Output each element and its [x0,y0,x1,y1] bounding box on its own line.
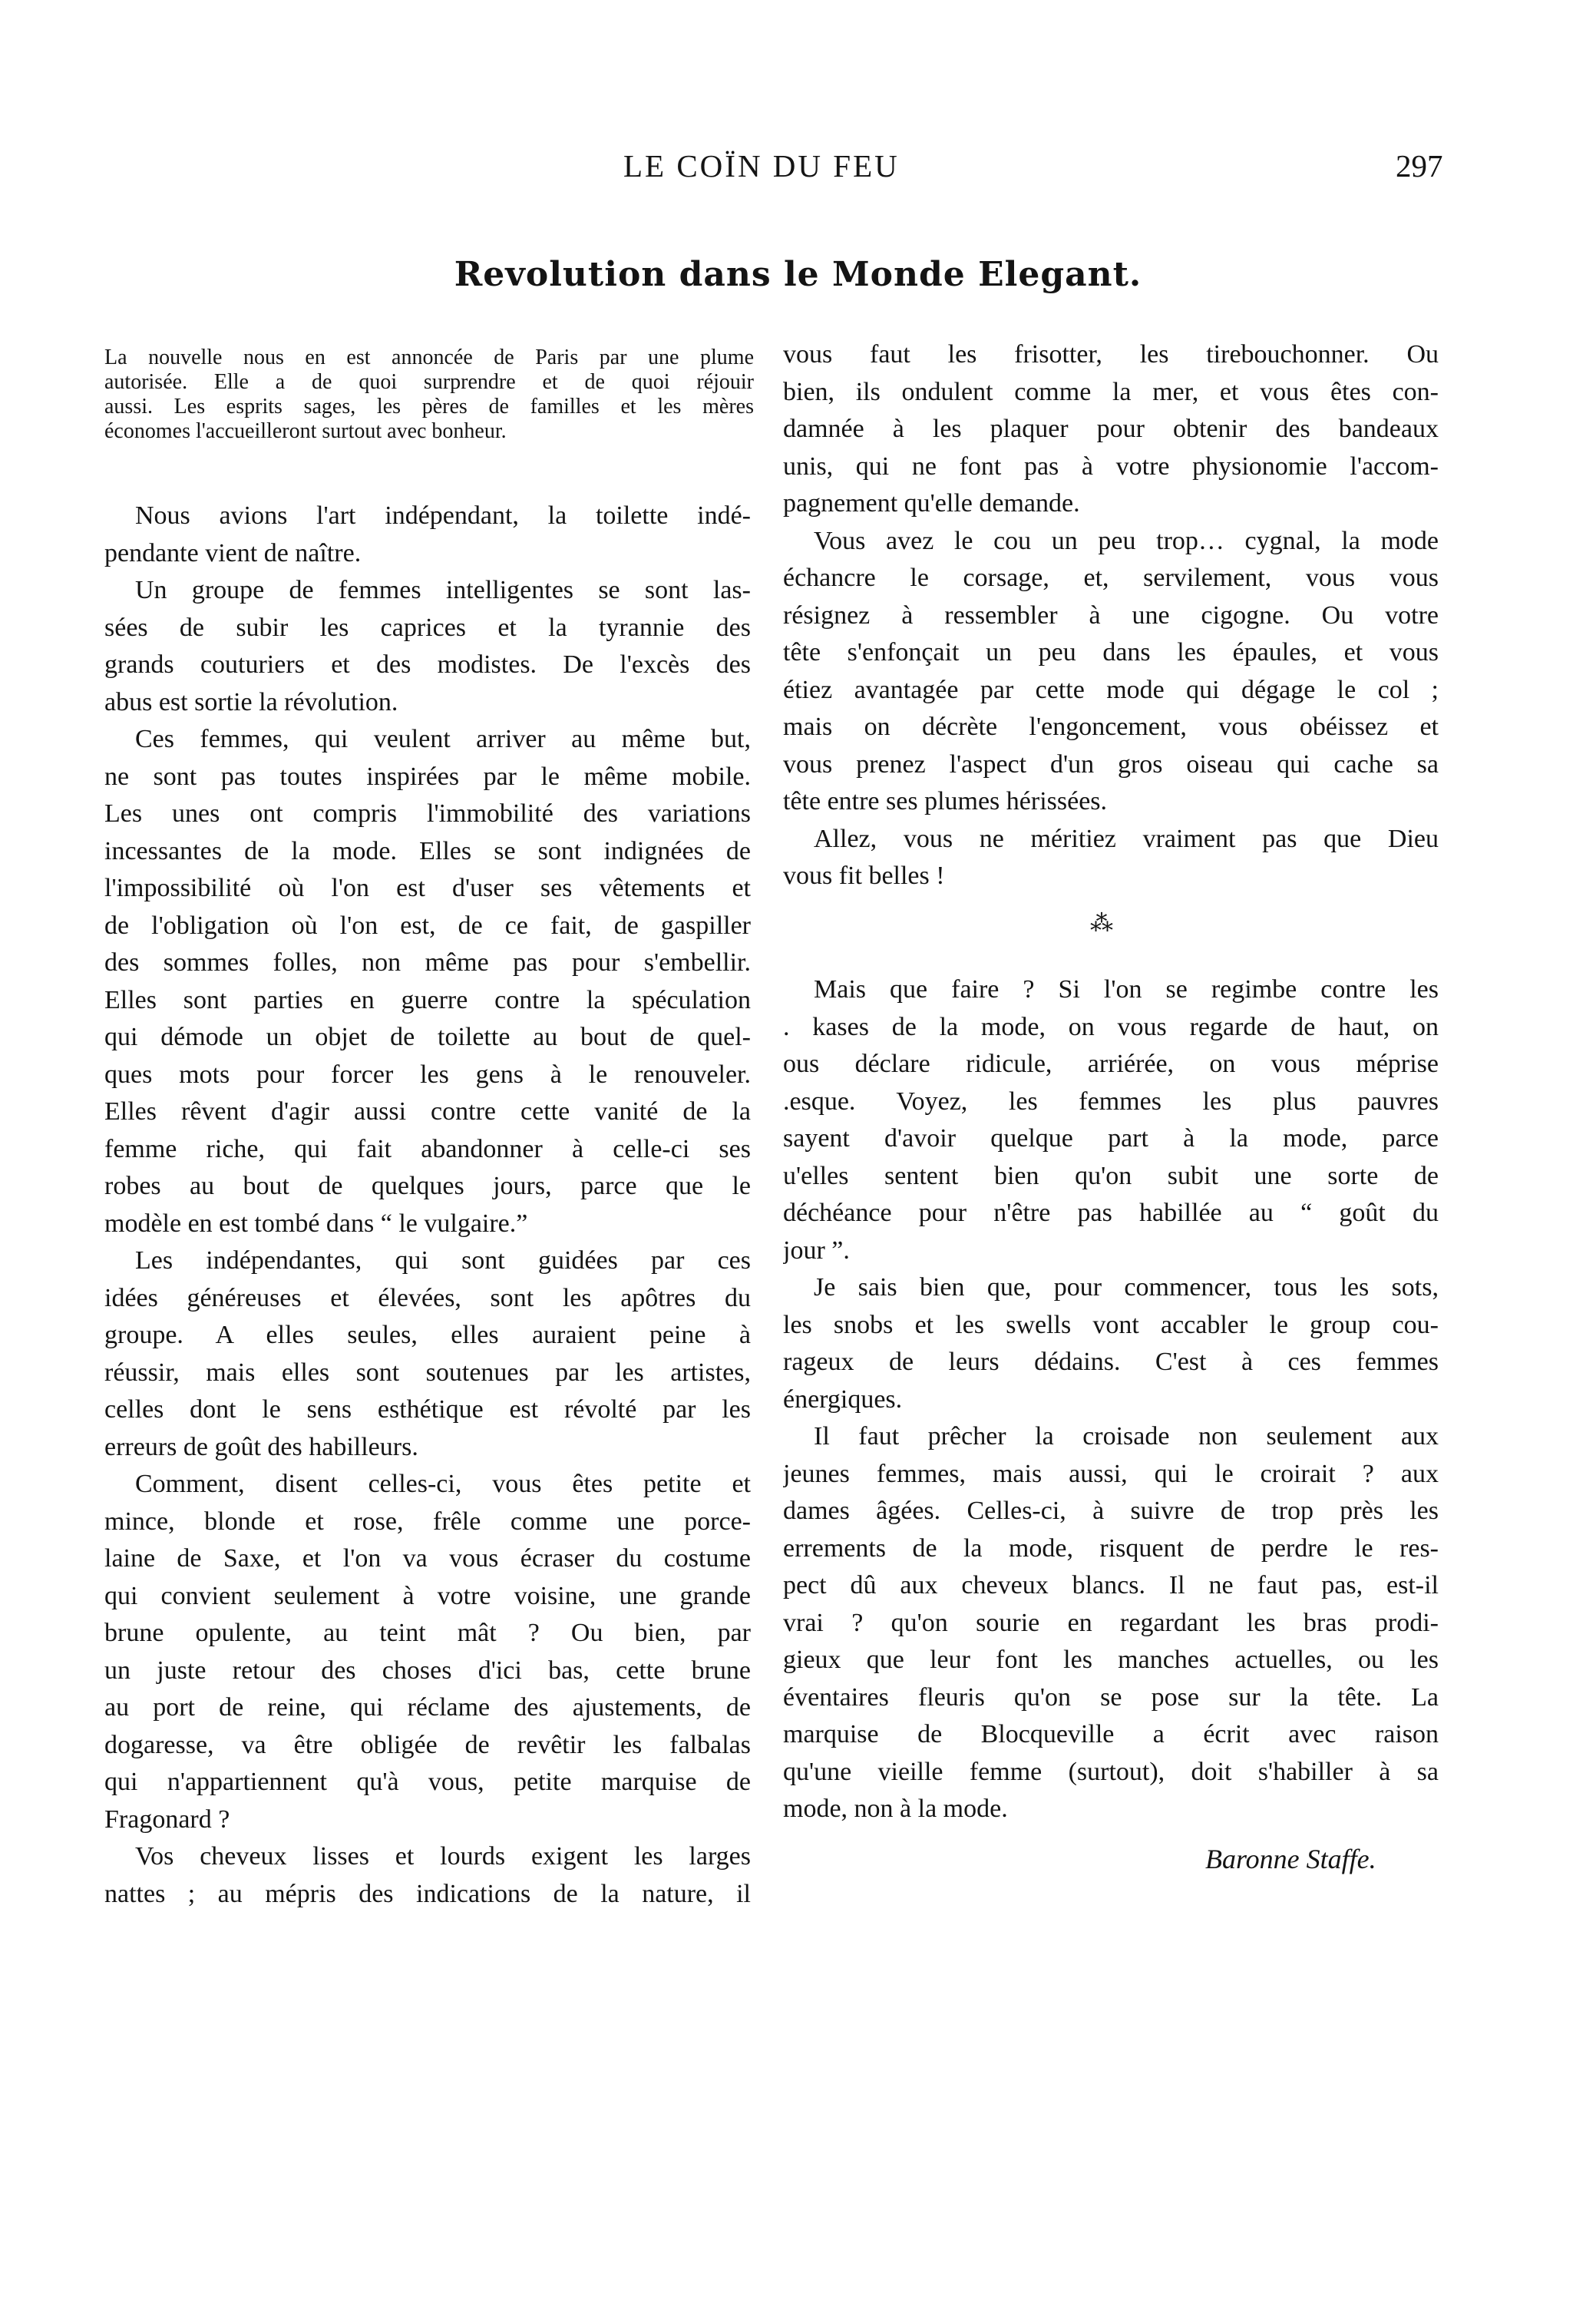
text-line: tête entre ses plumes hérissées. [783,787,1108,815]
text-line: Un groupe de femmes intelligentes se sont las- [135,576,751,604]
text-line: modèle en est tombé dans “ le vulgaire.” [104,1209,528,1238]
text-line: mode, non à la mode. [783,1795,1008,1823]
text-line: nattes ; au mépris des indications de la nature, il [104,1879,751,1908]
text-line: ne sont pas toutes inspirées par le même mobile. [104,762,751,791]
text-line: robes au bout de quelques jours, parce que le [104,1172,751,1200]
text-line: Les unes ont compris l'immobilité des variations [104,799,751,828]
text-line: groupe. A elles seules, elles auraient peine à [104,1321,751,1349]
text-line: des sommes folles, non même pas pour s'embellir. [104,948,751,977]
text-line: erreurs de goût des habilleurs. [104,1432,418,1461]
text-line: bien, ils ondulent comme la mer, et vous êtes con- [783,377,1439,406]
intro-line: autorisée. Elle a de quoi surprendre et de quoi réjouir [104,370,754,394]
article-title: Revolution dans le Monde Elegant. [454,255,1142,294]
author-signature: Baronne Staffe. [1205,1844,1376,1874]
asterism-divider: ⁂ [1090,910,1113,937]
text-line: dogaresse, va être obligée de revêtir les falbalas [104,1730,751,1759]
text-line: tête s'enfonçait un peu dans les épaules, et vous [783,638,1439,667]
text-line: déchéance pour n'être pas habillée au “ goût du [783,1199,1439,1227]
text-line: un juste retour des choses d'ici bas, cette brune [104,1656,751,1685]
text-line: qui convient seulement à votre voisine, une grande [104,1581,751,1610]
text-line: qu'une vieille femme (surtout), doit s'habiller à sa [783,1757,1439,1786]
text-line: énergiques. [783,1384,903,1414]
text-line: laine de Saxe, et l'on va vous écraser du costume [104,1544,751,1573]
text-line: de l'obligation où l'on est, de ce fait, de gaspiller [104,911,751,940]
text-line: femme riche, qui fait abandonner à celle-ci ses [104,1134,751,1163]
text-line: dames âgées. Celles-ci, à suivre de trop près les [783,1497,1439,1525]
text-line: vous fit belles ! [783,862,945,890]
text-line: grands couturiers et des modistes. De l'excès des [104,650,751,679]
text-line: mince, blonde et rose, frêle comme une porce- [104,1507,751,1536]
text-line: Nous avions l'art indépendant, la toilette indé- [135,501,751,530]
text-line: Comment, disent celles-ci, vous êtes petite et [135,1470,751,1498]
text-line: gieux que leur font les manches actuelles, ou les [783,1646,1439,1674]
text-line: incessantes de la mode. Elles se sont indignées de [104,836,751,865]
text-line: marquise de Blocqueville a écrit avec raison [783,1720,1439,1748]
text-line: sées de subir les caprices et la tyrannie des [104,613,751,642]
right-column-bottom [783,971,1439,1828]
intro-line: La nouvelle nous en est annoncée de Paris par une plume [104,346,754,369]
text-line: rageux de leurs dédains. C'est à ces femmes [783,1348,1439,1376]
text-line: ous déclare ridicule, arriérée, on vous méprise [783,1050,1439,1078]
text-line: résignez à ressembler à une cigogne. Ou votre [783,600,1439,630]
right-column-top [783,336,1439,895]
text-line: . kases de la mode, on vous regarde de haut, on [783,1012,1439,1041]
text-line: brune opulente, au teint mât ? Ou bien, par [104,1619,751,1647]
text-line: qui démode un objet de toilette au bout de quel- [104,1023,751,1051]
text-line: errements de la mode, risquent de perdre le res- [783,1533,1439,1563]
text-line: Vous avez le cou un peu trop… cygnal, la mode [814,526,1439,555]
text-line: u'elles sentent bien qu'on subit une sorte de [783,1161,1439,1190]
text-line: Fragonard ? [104,1805,230,1834]
text-line: abus est sortie la révolution. [104,687,398,716]
text-line: vrai ? qu'on sourie en regardant les bras prodi- [783,1608,1439,1637]
text-line: vous faut les frisotter, les tirebouchonner. Ou [783,340,1439,369]
left-column [104,498,751,1913]
text-line: .esque. Voyez, les femmes les plus pauvres [783,1087,1439,1116]
text-line: Mais que faire ? Si l'on se regimbe contre les [814,975,1439,1004]
text-line: pagnement qu'elle demande. [783,489,1080,518]
text-line: Allez, vous ne méritiez vraiment pas que Dieu [814,824,1439,853]
text-line: jeunes femmes, mais aussi, qui le croirait ? aux [783,1459,1439,1488]
text-line: celles dont le sens esthétique est révolté par les [104,1395,751,1424]
page-number: 297 [1396,148,1443,184]
text-line: réussir, mais elles sont soutenues par les artistes, [104,1358,751,1387]
intro-paragraph [104,346,754,444]
text-line: au port de reine, qui réclame des ajustements, de [104,1693,751,1722]
text-line: mais on décrète l'engoncement, vous obéissez et [783,713,1439,741]
text-line: les snobs et les swells vont accabler le group cou- [783,1310,1439,1339]
text-line: Les indépendantes, qui sont guidées par ces [135,1246,751,1275]
text-line: l'impossibilité où l'on est d'user ses vêtements et [104,874,751,902]
intro-line: aussi. Les esprits sages, les pères de familles et les mères [104,395,754,418]
text-line: Elles sont parties en guerre contre la spéculation [104,985,751,1014]
text-line: idées généreuses et élevées, sont les apôtres du [104,1283,751,1312]
text-line: Ces femmes, qui veulent arriver au même but, [135,725,751,753]
text-line: unis, qui ne font pas à votre physionomie l'accom- [783,452,1439,481]
text-line: pect dû aux cheveux blancs. Il ne faut pas, est-il [783,1571,1439,1599]
text-line: Il faut prêcher la croisade non seulement aux [814,1422,1439,1451]
text-line: Vos cheveux lisses et lourds exigent les larges [135,1842,751,1871]
text-line: ques mots pour forcer les gens à le renouveler. [104,1060,751,1089]
text-line: qui n'appartiennent qu'à vous, petite marquise de [104,1768,751,1796]
running-head: LE COÏN DU FEU [623,148,900,184]
intro-line: économes l'accueilleront surtout avec bonheur. [104,419,507,443]
text-line: échancre le corsage, et, servilement, vous vous [783,564,1439,592]
text-line: éventaires fleuris qu'on se pose sur la tête. La [783,1682,1439,1712]
text-line: sayent d'avoir quelque part à la mode, parce [783,1124,1439,1153]
text-line: Elles rêvent d'agir aussi contre cette vanité de la [104,1097,751,1126]
text-line: jour ”. [783,1236,850,1265]
text-line: Je sais bien que, pour commencer, tous les sots, [814,1273,1439,1302]
text-line: étiez avantagée par cette mode qui dégage le col ; [783,675,1439,704]
text-line: damnée à les plaquer pour obtenir des bandeaux [783,415,1439,443]
text-line: pendante vient de naître. [104,538,362,567]
text-line: vous prenez l'aspect d'un gros oiseau qui cache sa [783,749,1439,779]
